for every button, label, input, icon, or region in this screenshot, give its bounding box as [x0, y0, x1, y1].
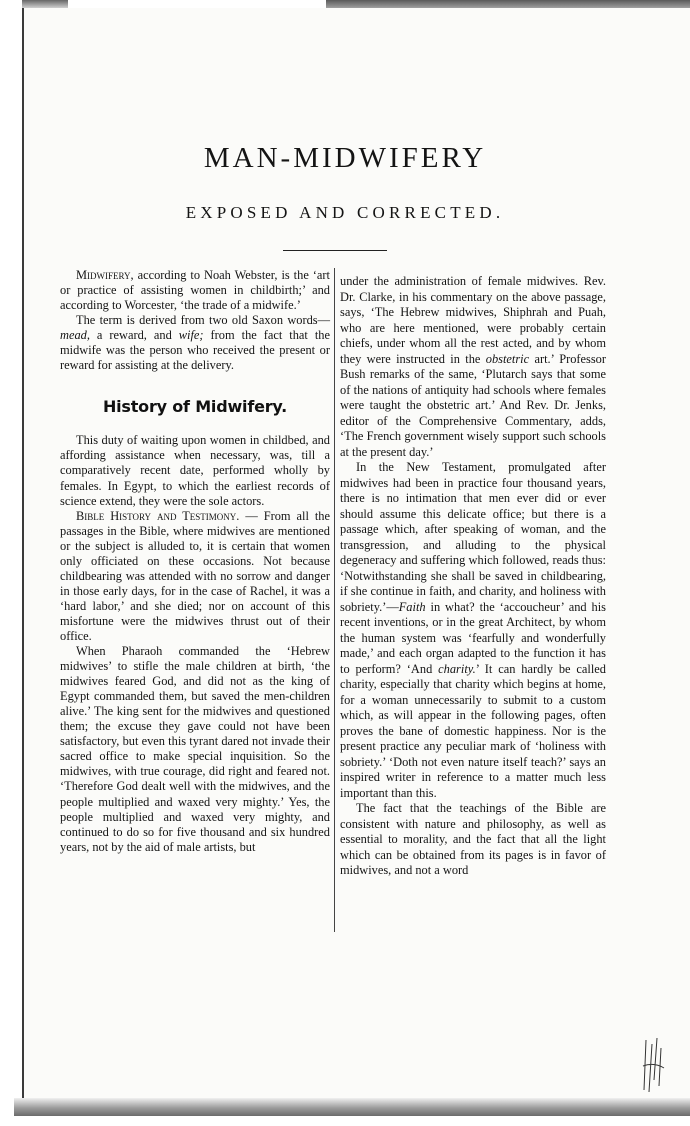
column-divider [334, 268, 335, 932]
paragraph-text: ’ It can hardly be called charity, especially that charity which begins at home, for a woman unnecessarily to submit to a custom which, as will appear in the following pages, often proves the bane of domestic happiness. Nor is the present practice any peculiar mark of ‘holiness with sobriety.’ ‘Doth not even nature itself teach?’ says an inspired writer in reference to a matter much less important than this. [340, 661, 606, 800]
page-title: MAN-MIDWIFERY [203, 142, 487, 174]
scan-edge-top-left [22, 0, 68, 8]
paragraph-text: according to Noah Webster, is the ‘art or practice of assisting women in childbirth;’ and according to Worcester, ‘the trade of a midwife.’ [60, 268, 330, 313]
italic-word: Faith [398, 599, 426, 614]
paragraph-conclusion: The fact that the teachings of the Bible are consistent with nature and philosophy, as well as essential to morality, and the fact that all the light which can be obtained from its pages is in favor of midwives, and not a word [340, 801, 606, 877]
paragraph-bible-history [60, 509, 330, 644]
scan-edge-bottom [14, 1098, 690, 1116]
paragraph-commentary [340, 274, 606, 460]
paragraph-history: This duty of waiting upon women in childbed, and affording assistance when necessary, was, till a comparatively recent date, performed wholly by females. In Egypt, to which the earliest records of science extend, they were the sole actors. [60, 433, 330, 508]
paragraph-text: from the fact that the midwife was the person who received the present or reward for assisting at the delivery. [60, 328, 331, 373]
italic-word: obstetric [485, 351, 530, 366]
section-heading: History of Midwifery. [102, 397, 288, 417]
title-rule [283, 250, 387, 251]
paragraph-new-testament [340, 460, 606, 801]
paragraph-text: art.’ Professor Bush remarks of the same, ‘Plutarch says that some of the nations of antiquity had schools where females were taught the obstetric art.’ And Rev. Dr. Jenks, editor of the Comprehensive Commentary, adds, ‘The French government wisely support such schools at the present day.’ [340, 351, 607, 459]
page-subtitle: EXPOSED AND CORRECTED. [185, 203, 505, 222]
paragraph-definition [60, 268, 330, 313]
italic-word: wife; [178, 328, 204, 343]
paragraph-text: under the administration of female midwives. Rev. Dr. Clarke, in his commentary on the above passage, says, ‘The Hebrew midwives, Shiphrah and Puah, who are here mentioned, were probably certain chiefs, under whom all the rest acted, and by whom they were instructed in the [340, 274, 606, 366]
paragraph-etymology [60, 313, 330, 373]
paragraph-text: — From all the passages in the Bible, where midwives are mentioned or the subject is alluded to, it is certain that women only officiated on these occasions. Not because childbearing was attended with no sorrow and danger in those early days, for in the case of Rachel, it was a ‘hard labor,’ and she died; nor on account of this misfortune were the midwives thrust out of their office. [60, 508, 330, 643]
paragraph-pharaoh: When Pharaoh commanded the ‘Hebrew midwives’ to stifle the male children at birth, ‘the midwives feared God, and did not as the king of Egypt commanded them, but saved the men-children alive.’ The king sent for the midwives and questioned them; the excuse they gave could not have been satisfactory, but even this tyrant dared not invade their sacred office to make special inquisition. So the midwives, with true courage, did right and feared not. ‘Therefore God dealt well with the midwives, and the people multiplied and waxed very mighty.’ Yes, the people multiplied and waxed very mighty, and continued to do so for five thousand and six hundred years, not by the aid of male artists, but [60, 644, 330, 854]
paragraph-text: In the New Testament, promulgated after midwives had been in practice four thousand years, there is no intimation that men ever did or ever should assume this delicate office; but there is a passage which, after speaking of woman, and the transgression, and alluding to the physical degeneracy and suffering which followed, reads thus: ‘Notwithstanding she shall be saved in childbearing, if she continue in faith, and charity, and holiness with sobriety.’— [340, 460, 606, 614]
paragraph-text: a reward, and [89, 328, 179, 343]
left-column [60, 268, 330, 855]
run-in-heading: Bible History and Testimony. [76, 508, 240, 523]
italic-word: charity. [438, 661, 476, 676]
paragraph-text: The term is derived from two old Saxon words— [76, 313, 330, 328]
paragraph-text: in what? the ‘accoucheur’ and his recent inventions, or in the great Architect, by whom the human system was ‘fearfully and wonderfully made,’ and each organ adapted to the function it has to perform? ‘And [340, 599, 606, 676]
italic-word: mead, [60, 328, 90, 343]
pencil-mark-icon [640, 1036, 668, 1094]
lead-word: Midwifery, [76, 268, 134, 282]
right-column [340, 274, 606, 879]
